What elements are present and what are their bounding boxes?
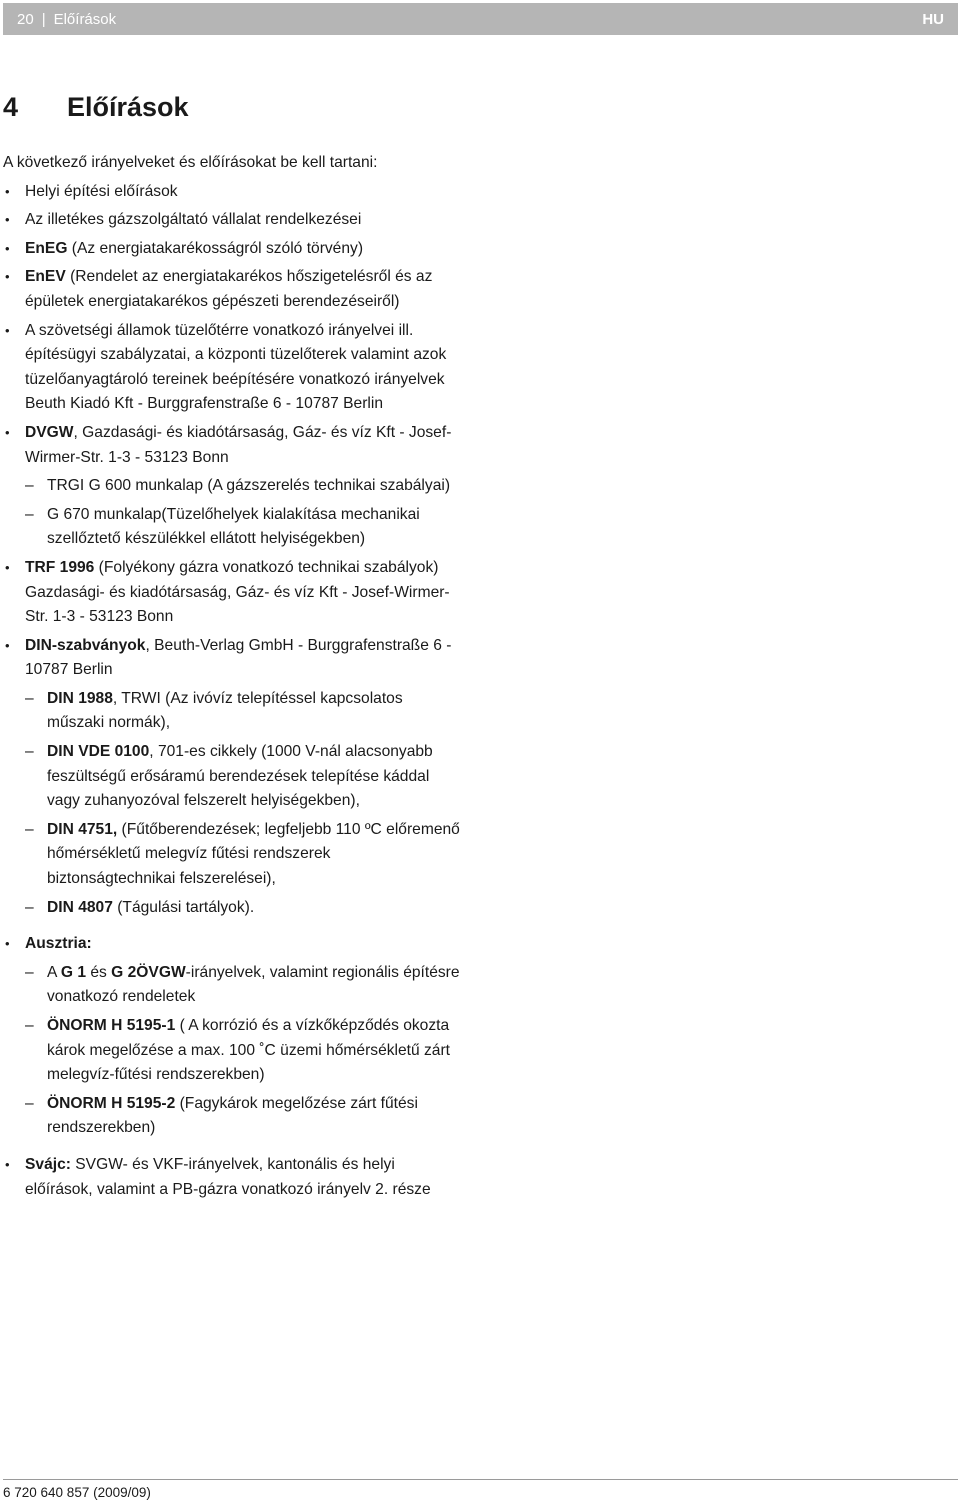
- header-section-title: Előírások: [53, 10, 117, 28]
- chapter-number: 4: [3, 92, 19, 122]
- list-item: • A szövetségi államok tüzelőtérre vonatkozó irányelvei ill. építésügyi szabályzatai, a központi tüzelőterek valamint azok tüzelőanyagtároló tereinek beépítésére vonatkozó irányelvek Beuth Kiadó Kft - Burggrafenstraße 6 - 10787 Berlin: [3, 319, 461, 417]
- sub-list-item: – ÖNORM H 5195-1 ( A korrózió és a vízkőképződés okozta károk megelőzése a max. 100 ˚C üzemi hőmérsékletű zárt melegvíz-fűtési rendszerekben): [25, 1014, 461, 1088]
- list-item: • Helyi építési előírások: [3, 180, 461, 205]
- sub-list: [25, 961, 461, 1141]
- sub-list: [25, 687, 461, 920]
- list-item: • Ausztria: – A G 1 és G 2ÖVGW-irányelvek, valamint regionális építésre vonatkozó rendeletek – ÖNORM H 5195-1 ( A korrózió és a vízkőképződés okozta károk megelőzése a max. 100 ˚C üzemi hőmérsékletű zárt melegvíz-fűtési rendszerekben) – ÖNORM H 5195-2 (Fagykárok megelőzése zárt fűtési rendszerekben): [3, 932, 461, 1141]
- list-item: • TRF 1996 (Folyékony gázra vonatkozó technikai szabályok) Gazdasági- és kiadótársaság, Gáz- és víz Kft - Josef-Wirmer-Str. 1-3 - 53123 Bonn: [3, 556, 461, 630]
- sub-list-item: – DIN 4751, (Fűtőberendezések; legfeljebb 110 ºC előremenő hőmérsékletű melegvíz fűtési rendszerek biztonságtechnikai felszerelései),: [25, 818, 461, 892]
- footer-divider: [3, 1479, 958, 1480]
- sub-list-item: – DIN 1988, TRWI (Az ivóvíz telepítéssel kapcsolatos műszaki normák),: [25, 687, 461, 736]
- chapter-title: Előírások: [67, 92, 189, 122]
- intro-text: A következő irányelveket és előírásokat be kell tartani:: [3, 154, 378, 171]
- sub-list-item: – A G 1 és G 2ÖVGW-irányelvek, valamint regionális építésre vonatkozó rendeletek: [25, 961, 461, 1010]
- list-item: • EnEV (Rendelet az energiatakarékos hőszigetelésről és az épületek energiatakarékos gépészeti berendezéseiről): [3, 265, 461, 314]
- sub-list-item: – TRGI G 600 munkalap (A gázszerelés technikai szabályai): [25, 474, 461, 499]
- regulation-list: [3, 180, 461, 1203]
- document-code: 6 720 640 857 (2009/09): [3, 1485, 151, 1500]
- list-item: • EnEG (Az energiatakarékosságról szóló törvény): [3, 237, 461, 262]
- list-item: • DIN-szabványok, Beuth-Verlag GmbH - Burggrafenstraße 6 - 10787 Berlin – DIN 1988, TRWI (Az ivóvíz telepítéssel kapcsolatos műszaki normák), – DIN VDE 0100, 701-es cikkely (1000 V-nál alacsonyabb feszültségű erősáramú berendezések telepítése káddal vagy zuhanyozóval felszerelt helyiségekben), – DIN 4751, (Fűtőberendezések; legfeljebb 110 ºC előremenő hőmérsékletű melegvíz fűtési rendszerek biztonságtechnikai felszerelései), – DIN 4807 (Tágulási tartályok).: [3, 634, 461, 921]
- list-item: • DVGW, Gazdasági- és kiadótársaság, Gáz- és víz Kft - Josef-Wirmer-Str. 1-3 - 53123 Bonn – TRGI G 600 munkalap (A gázszerelés technikai szabályai) – G 670 munkalap(Tüzelőhelyek kialakítása mechanikai szellőztető készülékkel ellátott helyiségekben): [3, 421, 461, 552]
- list-item: • Az illetékes gázszolgáltató vállalat rendelkezései: [3, 208, 461, 233]
- sub-list: [25, 474, 461, 552]
- sub-list-item: – DIN 4807 (Tágulási tartályok).: [25, 896, 461, 921]
- language-code: HU: [922, 10, 944, 28]
- page-header: [3, 3, 958, 35]
- list-item: • Svájc: SVGW- és VKF-irányelvek, kantonális és helyi előírások, valamint a PB-gázra vonatkozó irányelv 2. része: [3, 1153, 461, 1202]
- sub-list-item: – ÖNORM H 5195-2 (Fagykárok megelőzése zárt fűtési rendszerekben): [25, 1092, 461, 1141]
- header-separator: |: [41, 10, 46, 28]
- chapter-heading: [3, 88, 461, 126]
- main-content: [3, 88, 461, 1206]
- page-number: 20: [17, 10, 34, 28]
- sub-list-item: – G 670 munkalap(Tüzelőhelyek kialakítása mechanikai szellőztető készülékkel ellátott helyiségekben): [25, 503, 461, 552]
- sub-list-item: – DIN VDE 0100, 701-es cikkely (1000 V-nál alacsonyabb feszültségű erősáramú berendezések telepítése káddal vagy zuhanyozóval felszerelt helyiségekben),: [25, 740, 461, 814]
